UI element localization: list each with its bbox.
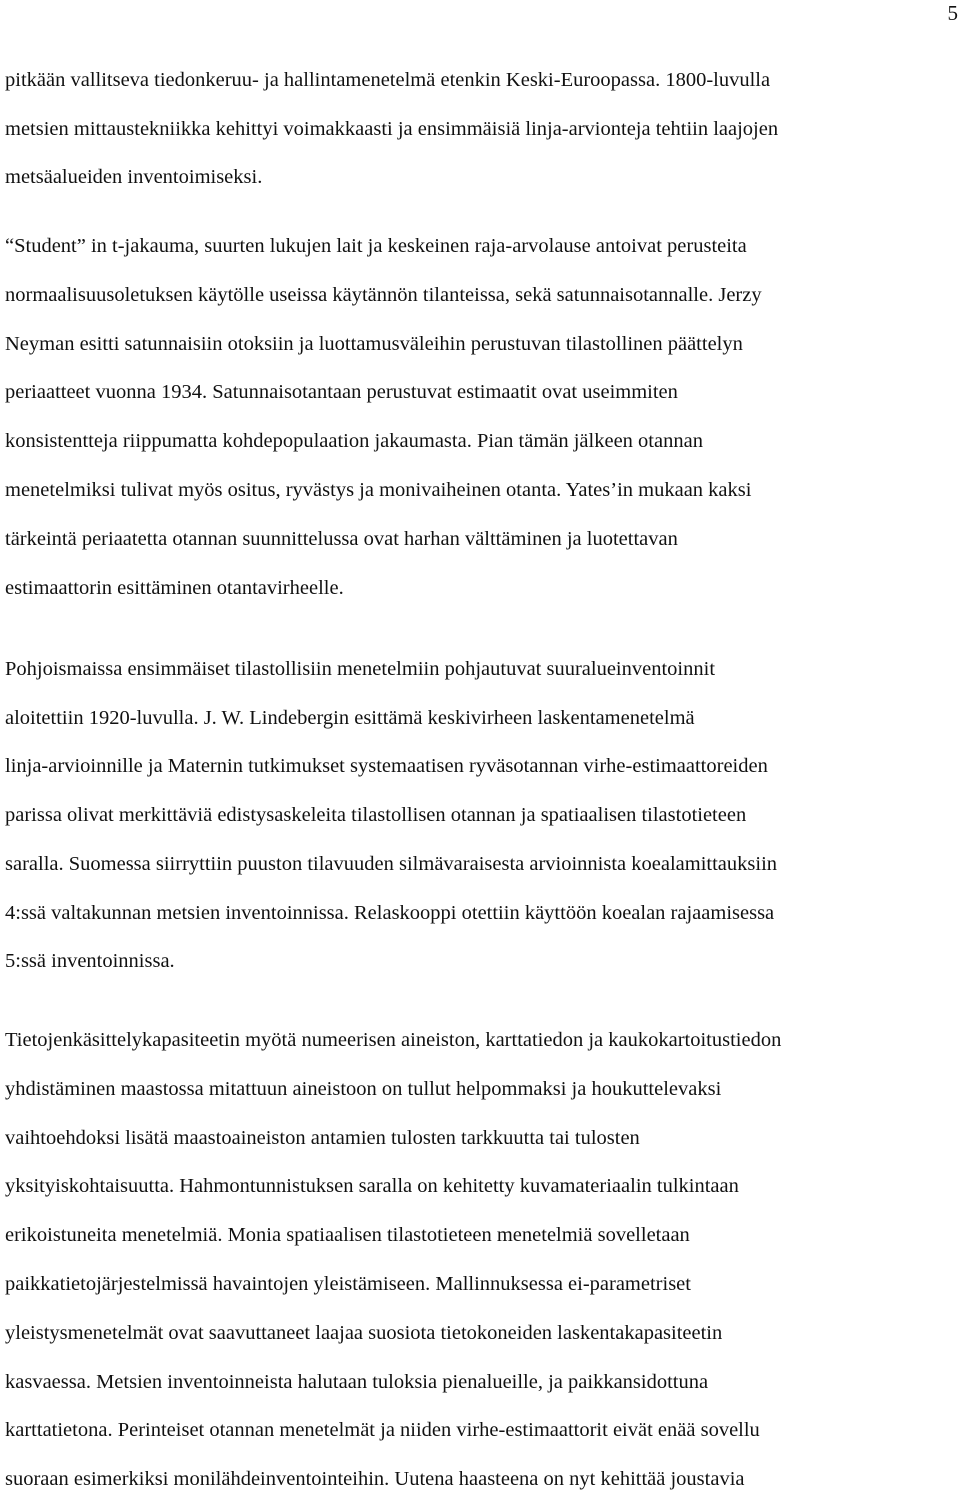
text-line: konsistentteja riippumatta kohdepopulaation jakaumasta. Pian tämän jälkeen otannan [5,430,703,453]
text-line: kasvaessa. Metsien inventoinneista halutaan tuloksia pienalueille, ja paikkansidottuna [5,1370,709,1393]
text-line: 5:ssä inventoinnissa. [5,950,175,973]
text-line: estimaattorin esittäminen otantavirheelle. [5,576,344,599]
text-line: tärkeintä periaatetta otannan suunnittelussa ovat harhan välttäminen ja luotettavan [5,527,678,550]
page-number: 5 [947,1,958,25]
text-line: pitkään vallitseva tiedonkeruu- ja hallintamenetelmä etenkin Keski-Euroopassa. 1800-luvulla [5,69,771,91]
paragraph-3 [5,645,960,986]
text-line: metsien mittaustekniikka kehittyi voimakkaasti ja ensimmäisiä linja-arvionteja tehtiin laajojen [5,117,779,140]
text-line: linja-arvioinnille ja Maternin tutkimukset systemaatisen ryväsotannan virhe-estimaattoreiden [5,755,768,778]
paragraph-4 [5,1016,960,1504]
text-line: “Student” in t-jakauma, suurten lukujen lait ja keskeinen raja-arvolause antoivat perusteita [5,235,747,257]
text-line: karttatietona. Perinteiset otannan menetelmät ja niiden virhe-estimaattorit eivät enää sovellu [5,1419,760,1442]
text-line: suoraan esimerkiksi monilähdeinventointeihin. Uutena haasteena on nyt kehittää joustavia [5,1468,745,1491]
text-line: yleistysmenetelmät ovat saavuttaneet laajaa suosiota tietokoneiden laskentakapasiteetin [5,1321,723,1344]
text-line: parissa olivat merkittäviä edistysaskeleita tilastollisen otannan ja spatiaalisen tilastotieteen [5,804,747,827]
text-line: Tietojenkäsittelykapasiteetin myötä numeerisen aineiston, karttatiedon ja kaukokartoitustiedon [5,1029,782,1051]
text-line: saralla. Suomessa siirryttiin puuston tilavuuden silmävaraisesta arvioinnista koealamittauksiin [5,852,778,875]
text-line: menetelmiksi tulivat myös ositus, ryvästys ja monivaiheinen otanta. Yates’in mukaan kaksi [5,478,752,501]
text-line: yksityiskohtaisuutta. Hahmontunnistuksen saralla on kehitetty kuvamateriaalin tulkintaan [5,1175,739,1198]
text-line: aloitettiin 1920-luvulla. J. W. Lindebergin esittämä keskivirheen laskentamenetelmä [5,706,695,729]
text-line: Neyman esitti satunnaisiin otoksiin ja luottamusväleihin perustuvan tilastollinen päättelyn [5,332,743,355]
text-line: vaihtoehdoksi lisätä maastoaineiston antamien tulosten tarkkuutta tai tulosten [5,1126,640,1149]
text-line: erikoistuneita menetelmiä. Monia spatiaalisen tilastotieteen menetelmiä sovelletaan [5,1224,690,1247]
text-line: paikkatietojärjestelmissä havaintojen yleistämiseen. Mallinnuksessa ei-parametriset [5,1272,691,1295]
text-line: periaatteet vuonna 1934. Satunnaisotantaan perustuvat estimaatit ovat useimmiten [5,381,678,404]
text-line: normaalisuusoletuksen käytölle useissa käytännön tilanteissa, sekä satunnaisotannalle. Jerzy [5,283,762,306]
paragraph-1 [5,56,960,202]
text-line: yhdistäminen maastossa mitattuun aineistoon on tullut helpommaksi ja houkuttelevaksi [5,1077,722,1100]
paragraph-2 [5,222,960,612]
text-line: 4:ssä valtakunnan metsien inventoinnissa. Relaskooppi otettiin käyttöön koealan rajaamisessa [5,901,775,924]
text-line: Pohjoismaissa ensimmäiset tilastollisiin menetelmiin pohjautuvat suuralueinventoinnit [5,658,716,680]
text-line: metsäalueiden inventoimiseksi. [5,166,263,188]
